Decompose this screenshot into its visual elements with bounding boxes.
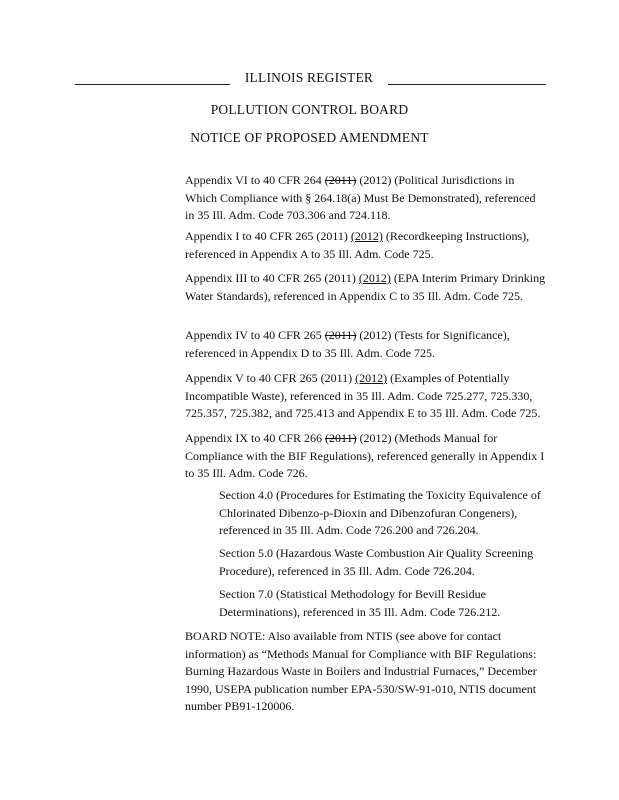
board-title: POLLUTION CONTROL BOARD [210, 102, 409, 117]
appendix-entry [185, 228, 547, 263]
deleted-text: (2011) [325, 431, 357, 445]
entry-text: (Recordkeeping Instructions), referenced in Appendix A to 35 Ill. Adm. Code 725. [185, 229, 530, 261]
section-entry: Section 7.0 (Statistical Methodology for Bevill Residue Determinations), referenced in 35 Ill. Adm. Code 726.212. [219, 587, 501, 619]
appendix-entry [185, 327, 547, 362]
entry-text: Appendix V to 40 CFR 265 (2011) [185, 371, 356, 385]
inserted-text: (2012) [350, 229, 383, 243]
appendix-entry [185, 430, 547, 483]
entry-text: Appendix VI to 40 CFR 264 [185, 173, 325, 187]
section-entry: Section 5.0 (Hazardous Waste Combustion Air Quality Screening Procedure), referenced in 35 Ill. Adm. Code 726.204. [219, 546, 534, 578]
appendix-entry [185, 270, 547, 305]
entry-text: (2012) (Tests for Significance), referenced in Appendix D to 35 Ill. Adm. Code 725. [185, 328, 510, 360]
entry-text: Appendix I to 40 CFR 265 (2011) [185, 229, 351, 243]
entry-text: (2012) (Political Jurisdictions in Which Compliance with § 264.18(a) Must Be Demonstrated), referenced in 35 Ill. Adm. Code 703.306 and 724.118. [185, 173, 536, 222]
header-rule-right [388, 84, 546, 85]
deleted-text: (2011) [324, 328, 357, 342]
board-note: BOARD NOTE: Also available from NTIS (see above for contact information) as “Methods Manual for Compliance with BIF Regulations: Burning Hazardous Waste in Boilers and Industrial Furnaces,” December 1990, USEPA publication number EPA-530/SW-91-010, NTIS document number PB91-120006. [185, 629, 537, 713]
inserted-text: (2012) [358, 271, 391, 285]
entry-text: Appendix III to 40 CFR 265 (2011) [185, 271, 359, 285]
entry-text: Appendix IV to 40 CFR 265 [185, 328, 325, 342]
deleted-text: (2011) [324, 173, 357, 187]
entry-text: (EPA Interim Primary Drinking Water Standards), referenced in Appendix C to 35 Ill. Adm. Code 725. [185, 271, 546, 303]
entry-text: (2012) (Methods Manual for Compliance with the BIF Regulations), referenced generally in Appendix I to 35 Ill. Adm. Code 726. [185, 431, 545, 480]
entry-text: Appendix IX to 40 CFR 266 [185, 431, 326, 445]
register-title: ILLINOIS REGISTER [244, 70, 374, 85]
entry-text: (Examples of Potentially Incompatible Waste), referenced in 35 Ill. Adm. Code 725.277, 725.330, 725.357, 725.382, and 725.413 and Appendix E to 35 Ill. Adm. Code 725. [185, 371, 541, 420]
inserted-text: (2012) [355, 371, 388, 385]
appendix-entry [185, 370, 547, 423]
appendix-entry [185, 172, 547, 225]
header-rule-left [75, 84, 230, 85]
section-entry: Section 4.0 (Procedures for Estimating the Toxicity Equivalence of Chlorinated Dibenzo-p-Dioxin and Dibenzofuran Congeners), referenced in 35 Ill. Adm. Code 726.200 and 726.204. [219, 488, 541, 537]
notice-title: NOTICE OF PROPOSED AMENDMENT [190, 130, 429, 145]
